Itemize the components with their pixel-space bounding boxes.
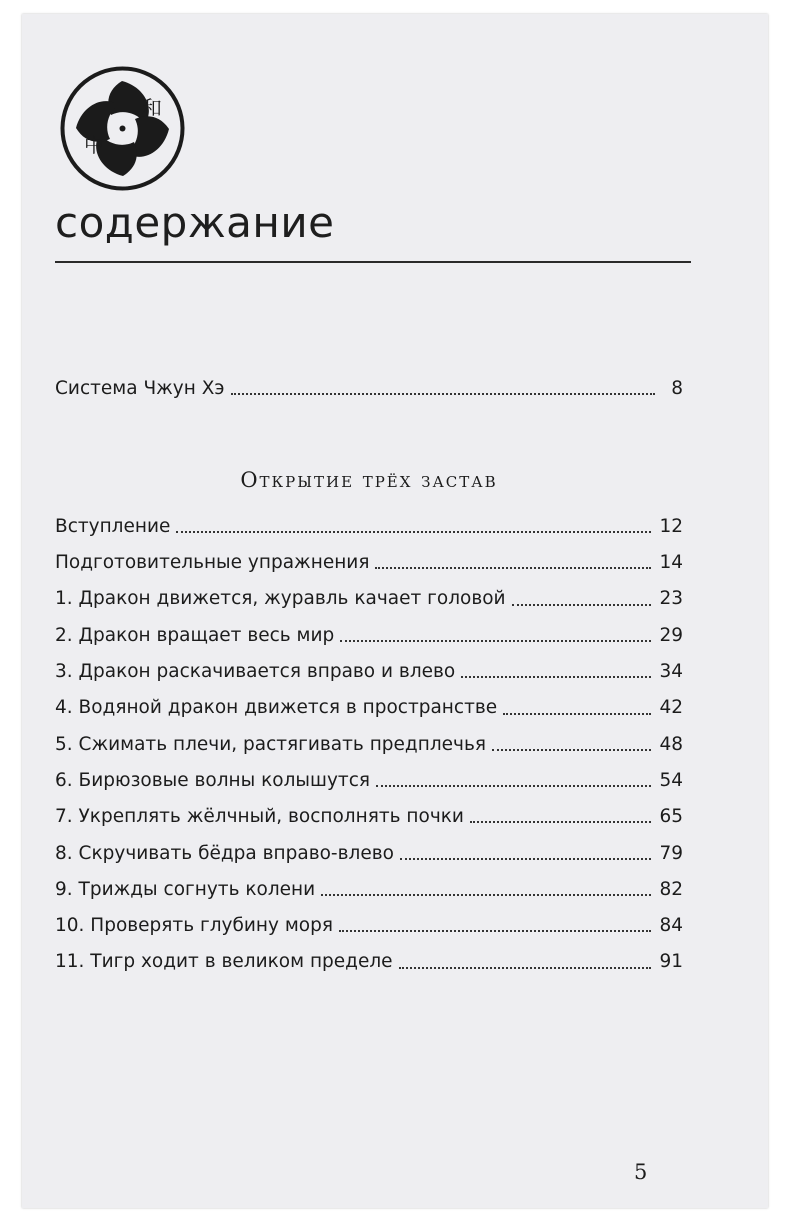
toc-page-number: 65 bbox=[659, 806, 683, 828]
toc-entry[interactable] bbox=[55, 581, 683, 611]
toc-page-number: 79 bbox=[659, 842, 683, 864]
section-heading: Открытие трёх застав bbox=[240, 468, 498, 492]
toc-entry-label: 11. Тигр ходит в великом пределе bbox=[55, 951, 393, 973]
toc-entry[interactable] bbox=[55, 944, 683, 974]
logo-char-zhong: 中 bbox=[84, 133, 104, 157]
toc-page-number: 8 bbox=[671, 377, 683, 399]
title-underline bbox=[55, 261, 691, 263]
toc-entry-label: 9. Трижды согнуть колени bbox=[55, 878, 316, 900]
toc-entry-intro[interactable] bbox=[55, 370, 683, 400]
toc-entry-label: 4. Водяной дракон движется в пространстве bbox=[55, 697, 498, 719]
toc-leader-dots bbox=[470, 820, 651, 823]
toc-entry-label: 8. Скручивать бёдра вправо-влево bbox=[55, 842, 394, 864]
toc-entry-label: 1. Дракон движется, журавль качает головой bbox=[55, 588, 506, 610]
toc-entry[interactable] bbox=[55, 835, 683, 865]
toc-page-number: 12 bbox=[659, 515, 683, 537]
toc-entry[interactable] bbox=[55, 798, 683, 828]
logo-char-he: 和 bbox=[142, 96, 162, 120]
toc-entry-label: 10. Проверять глубину моря bbox=[55, 915, 333, 937]
toc-entry[interactable] bbox=[55, 544, 683, 574]
toc-page-number: 14 bbox=[659, 552, 683, 574]
toc-entry-label: 5. Сжимать плечи, растягивать предплечья bbox=[55, 733, 486, 755]
toc-leader-dots bbox=[492, 748, 651, 751]
toc-entry[interactable] bbox=[55, 907, 683, 937]
toc-leader-dots bbox=[503, 712, 651, 715]
toc-entry[interactable] bbox=[55, 617, 683, 647]
toc-entry-label: 2. Дракон вращает весь мир bbox=[55, 624, 335, 646]
toc-page-number: 82 bbox=[659, 878, 683, 900]
toc-entry[interactable] bbox=[55, 653, 683, 683]
toc-entry-label: Система Чжун Хэ bbox=[55, 377, 225, 399]
book-page bbox=[22, 14, 768, 1208]
toc-entry-label: 6. Бирюзовые волны колышутся bbox=[55, 769, 370, 791]
toc-page-number: 48 bbox=[659, 733, 683, 755]
toc-entry[interactable] bbox=[55, 726, 683, 756]
toc-entry-label: 3. Дракон раскачивается вправо и влево bbox=[55, 661, 456, 682]
toc-leader-dots bbox=[399, 966, 652, 969]
toc-entry[interactable] bbox=[55, 762, 683, 792]
toc-leader-dots bbox=[321, 893, 651, 896]
toc-page-number: 23 bbox=[659, 588, 683, 610]
toc-leader-dots bbox=[176, 530, 651, 533]
toc-page-number: 54 bbox=[659, 769, 683, 791]
toc-entry-label: Вступление bbox=[55, 515, 171, 537]
toc-entry-label: Подготовительные упражнения bbox=[55, 552, 370, 574]
toc-page-number: 84 bbox=[659, 915, 683, 937]
toc-leader-dots bbox=[339, 929, 651, 932]
toc-entry[interactable] bbox=[55, 871, 683, 901]
toc-leader-dots bbox=[376, 784, 651, 787]
toc-leader-dots bbox=[512, 603, 652, 606]
page-title: содержание bbox=[55, 198, 335, 247]
page-folio: 5 bbox=[634, 1160, 648, 1184]
toc-page-number: 42 bbox=[659, 697, 683, 719]
toc-leader-dots bbox=[340, 639, 651, 642]
toc-leader-dots bbox=[400, 857, 652, 860]
toc-page-number: 34 bbox=[659, 661, 683, 682]
toc-page-number: 29 bbox=[659, 624, 683, 646]
toc-leader-dots bbox=[231, 392, 655, 395]
toc-entry-label: 7. Укреплять жёлчный, восполнять почки bbox=[55, 806, 464, 828]
toc-leader-dots bbox=[375, 566, 651, 569]
toc-leader-dots bbox=[461, 675, 651, 678]
toc-page-number: 91 bbox=[659, 951, 683, 973]
zhong-he-swirl-logo-icon bbox=[59, 65, 186, 192]
toc-entry[interactable] bbox=[55, 690, 683, 720]
toc-entry[interactable] bbox=[55, 508, 683, 538]
